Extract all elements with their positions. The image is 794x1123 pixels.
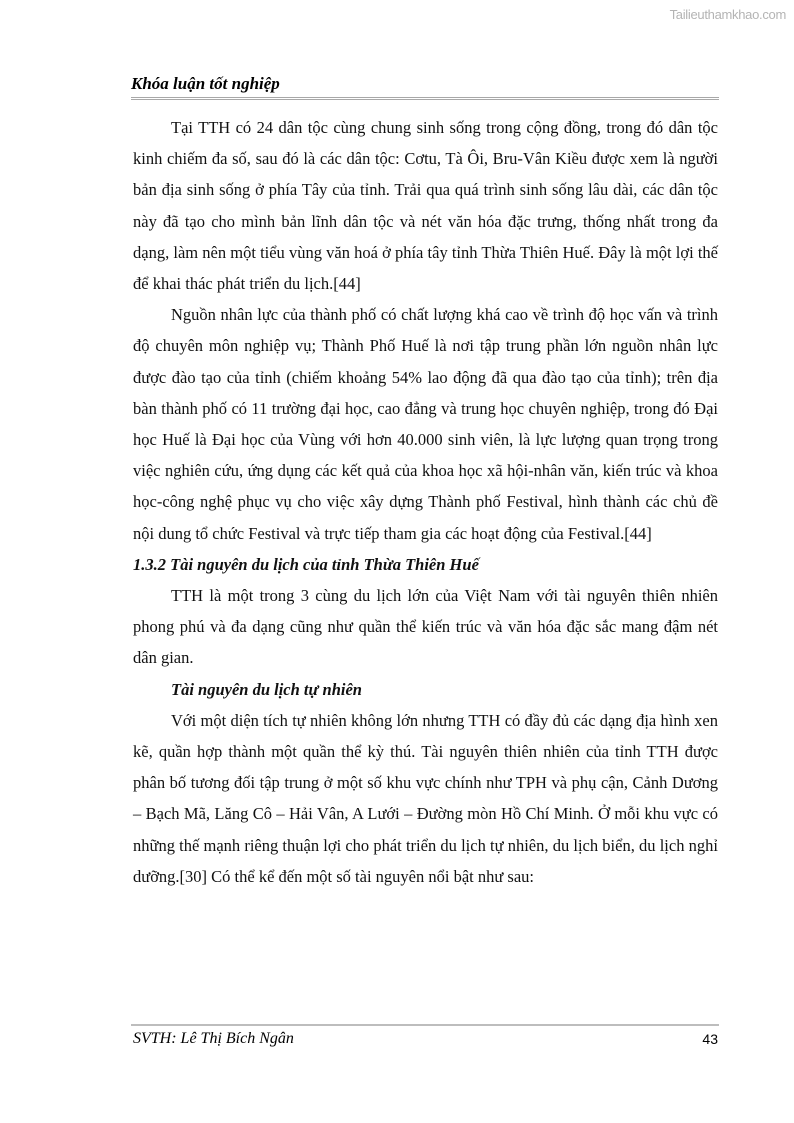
- header-divider: [131, 97, 719, 100]
- paragraph: Tại TTH có 24 dân tộc cùng chung sinh sống trong cộng đồng, trong đó dân tộc kinh chiếm đa số, sau đó là các dân tộc: Cơtu, Tà Ôi, Bru-Vân Kiều được xem là người bản địa sinh sống ở phía Tây của tỉnh. Trải qua quá trình sinh sống lâu dài, các dân tộc này đã tạo cho mình bản lĩnh dân tộc và nét văn hóa đặc trưng, thống nhất trong đa dạng, làm nên một tiểu vùng văn hoá ở phía tây tỉnh Thừa Thiên Huế. Đây là một lợi thế để khai thác phát triển du lịch.[44]: [133, 118, 718, 294]
- document-body: [133, 112, 718, 892]
- paragraph: Với một diện tích tự nhiên không lớn nhưng TTH có đầy đủ các dạng địa hình xen kẽ, quần hợp thành một quần thể kỳ thú. Tài nguyên thiên nhiên của tỉnh TTH được phân bố tương đối tập trung ở một số khu vực chính như TPH và phụ cận, Cảnh Dương – Bạch Mã, Lăng Cô – Hải Vân, A Lưới – Đường mòn Hồ Chí Minh. Ở mỗi khu vực có những thế mạnh riêng thuận lợi cho phát triển du lịch tự nhiên, du lịch biển, du lịch nghỉ dưỡng.[30] Có thể kể đến một số tài nguyên nổi bật như sau:: [133, 710, 718, 886]
- paragraph: Nguồn nhân lực của thành phố có chất lượng khá cao về trình độ học vấn và trình độ chuyên môn nghiệp vụ; Thành Phố Huế là nơi tập trung phần lớn nguồn nhân lực được đào tạo của tỉnh (chiếm khoảng 54% lao động đã qua đào tạo của tỉnh); trên địa bàn thành phố có 11 trường đại học, cao đẳng và trung học chuyên nghiệp, trong đó Đại học Huế là Đại học của Vùng với hơn 40.000 sinh viên, là lực lượng quan trọng trong việc nghiên cứu, ứng dụng các kết quả của khoa học xã hội-nhân văn, kiến trúc và khoa học-công nghệ phục vụ cho việc xây dựng Thành phố Festival, hình thành các chủ đề nội dung tổ chức Festival và trực tiếp tham gia các hoạt động của Festival.[44]: [133, 305, 718, 543]
- footer-author: SVTH: Lê Thị Bích Ngân: [133, 1030, 294, 1047]
- section-heading: 1.3.2 Tài nguyên du lịch của tỉnh Thừa Thiên Huế: [133, 554, 479, 574]
- page-header-title: Khóa luận tốt nghiệp: [131, 74, 280, 93]
- page-number: 43: [702, 1031, 718, 1047]
- watermark: Tailieuthamkhao.com: [669, 7, 786, 22]
- subsection-heading: Tài nguyên du lịch tự nhiên: [171, 679, 362, 699]
- paragraph: TTH là một trong 3 cùng du lịch lớn của Việt Nam với tài nguyên thiên nhiên phong phú và đa dạng cũng như quần thể kiến trúc và văn hóa đặc sắc mang đậm nét dân gian.: [133, 586, 718, 668]
- footer-divider: [131, 1024, 719, 1026]
